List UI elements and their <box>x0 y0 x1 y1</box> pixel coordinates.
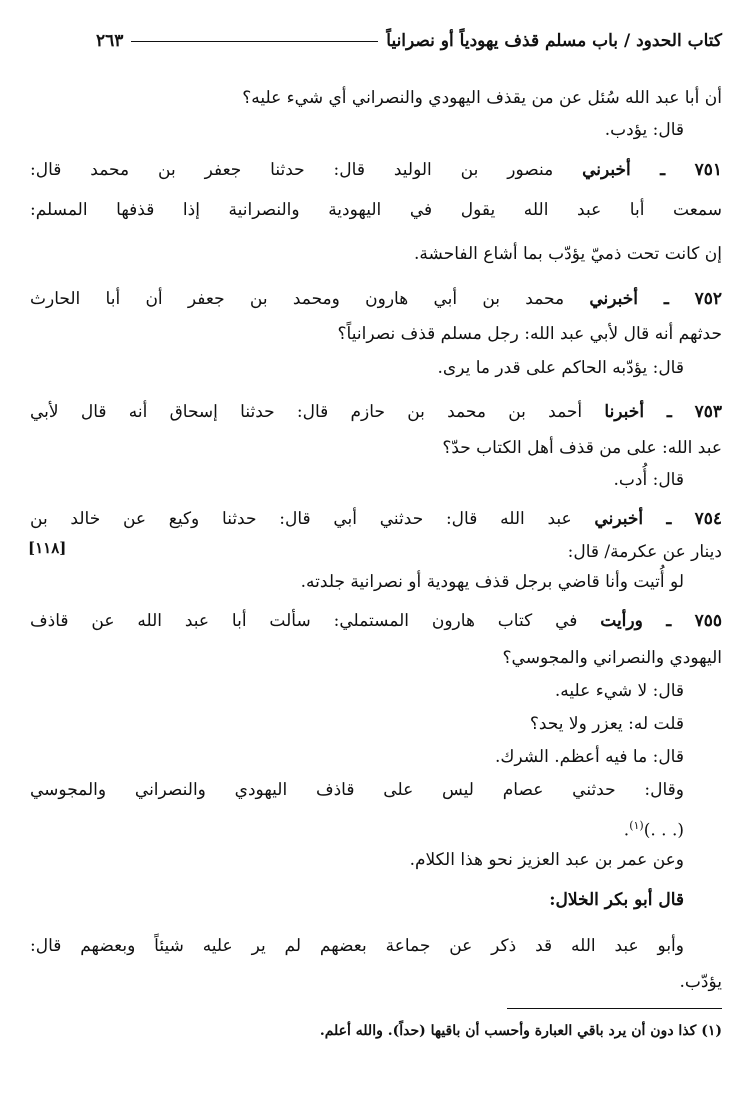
narration-keyword: أخبرني <box>582 160 631 180</box>
text-line: اليهودي والنصراني والمجوسي؟ <box>502 648 722 668</box>
hadith-752 <box>30 285 722 313</box>
running-head: كتاب الحدود / باب مسلم قذف يهودياً أو نصرانياً <box>386 31 722 51</box>
text-line: وقال: حدثني عصام ليس على قاذف اليهودي والنصراني والمجوسي <box>30 780 684 800</box>
hadith-751 <box>30 156 722 184</box>
text-span: منصور بن الوليد قال: حدثنا جعفر بن محمد قال: <box>30 160 583 180</box>
text-line: قال: لا شيء عليه. <box>554 681 684 701</box>
text-line-with-footnote <box>30 812 684 840</box>
header-rule <box>131 41 378 42</box>
text-line: قال: أُدب. <box>613 470 684 490</box>
hadith-755 <box>30 607 722 635</box>
narration-keyword: أخبرنا <box>604 402 645 422</box>
section-heading: قال أبو بكر الخلال: <box>549 890 684 910</box>
hadith-number: ٧٥٤ ـ <box>643 509 722 529</box>
footnote-reference: (١) <box>629 819 644 832</box>
text-line: أن أبا عبد الله سُئل عن من يقذف اليهودي والنصراني أي شيء عليه؟ <box>242 88 722 108</box>
hadith-number: ٧٥٣ ـ <box>644 402 722 422</box>
text-line: قال: يؤدب. <box>604 120 684 140</box>
text-line: يؤدّب. <box>679 972 722 992</box>
text-line: قلت له: يعزر ولا يحد؟ <box>529 714 684 734</box>
text-line: قال: يؤدّبه الحاكم على قدر ما يرى. <box>437 358 684 378</box>
hadith-number: ٧٥١ ـ <box>630 160 722 180</box>
ellipsis-text: (. . .) <box>643 820 684 841</box>
text-span: . <box>623 820 630 841</box>
narration-keyword: أخبرني <box>594 509 644 529</box>
footnote-separator <box>507 1008 722 1009</box>
text-line: لو أُتيت وأنا قاضي برجل قذف يهودية أو نصرانية جلدته. <box>300 572 684 592</box>
hadith-number: ٧٥٢ ـ <box>638 289 722 309</box>
narration-keyword: أخبرني <box>589 289 639 309</box>
text-span: عبد الله قال: حدثني أبي قال: حدثنا وكيع عن خالد بن <box>30 509 595 529</box>
page-header <box>96 28 722 54</box>
footnote: (١) كذا دون أن يرد باقي العبارة وأحسب أن باقيها (حداً). والله أعلم. <box>319 1023 722 1039</box>
text-line: وعن عمر بن عبد العزيز نحو هذا الكلام. <box>409 850 684 870</box>
hadith-754 <box>30 505 722 533</box>
text-line: حدثهم أنه قال لأبي عبد الله: رجل مسلم قذف نصرانياً؟ <box>337 324 722 344</box>
hadith-number: ٧٥٥ ـ <box>642 611 722 631</box>
text-line: وأبو عبد الله قد ذكر عن جماعة بعضهم لم ير عليه شيئاً وبعضهم قال: <box>30 936 684 956</box>
text-line: سمعت أبا عبد الله يقول في اليهودية والنصرانية إذا قذفها المسلم: <box>30 200 722 220</box>
text-line: إن كانت تحت ذميّ يؤدّب بما أشاع الفاحشة. <box>414 244 722 264</box>
page-number: ٢٦٣ <box>96 31 124 51</box>
narration-keyword: ورأيت <box>600 611 643 631</box>
marginal-page-reference: [١١٨] <box>28 539 67 557</box>
text-span: محمد بن أبي هارون ومحمد بن جعفر أن أبا الحارث <box>30 289 590 309</box>
text-line: قال: ما فيه أعظم. الشرك. <box>494 747 684 767</box>
text-span: في كتاب هارون المستملي: سألت أبا عبد الله عن قاذف <box>30 611 601 631</box>
text-line: دينار عن عكرمة/ قال: <box>567 542 722 562</box>
text-line: عبد الله: على من قذف أهل الكتاب حدّ؟ <box>442 438 722 458</box>
text-span: أحمد بن محمد بن حازم قال: حدثنا إسحاق أنه قال لأبي <box>30 402 605 422</box>
hadith-753 <box>30 398 722 426</box>
